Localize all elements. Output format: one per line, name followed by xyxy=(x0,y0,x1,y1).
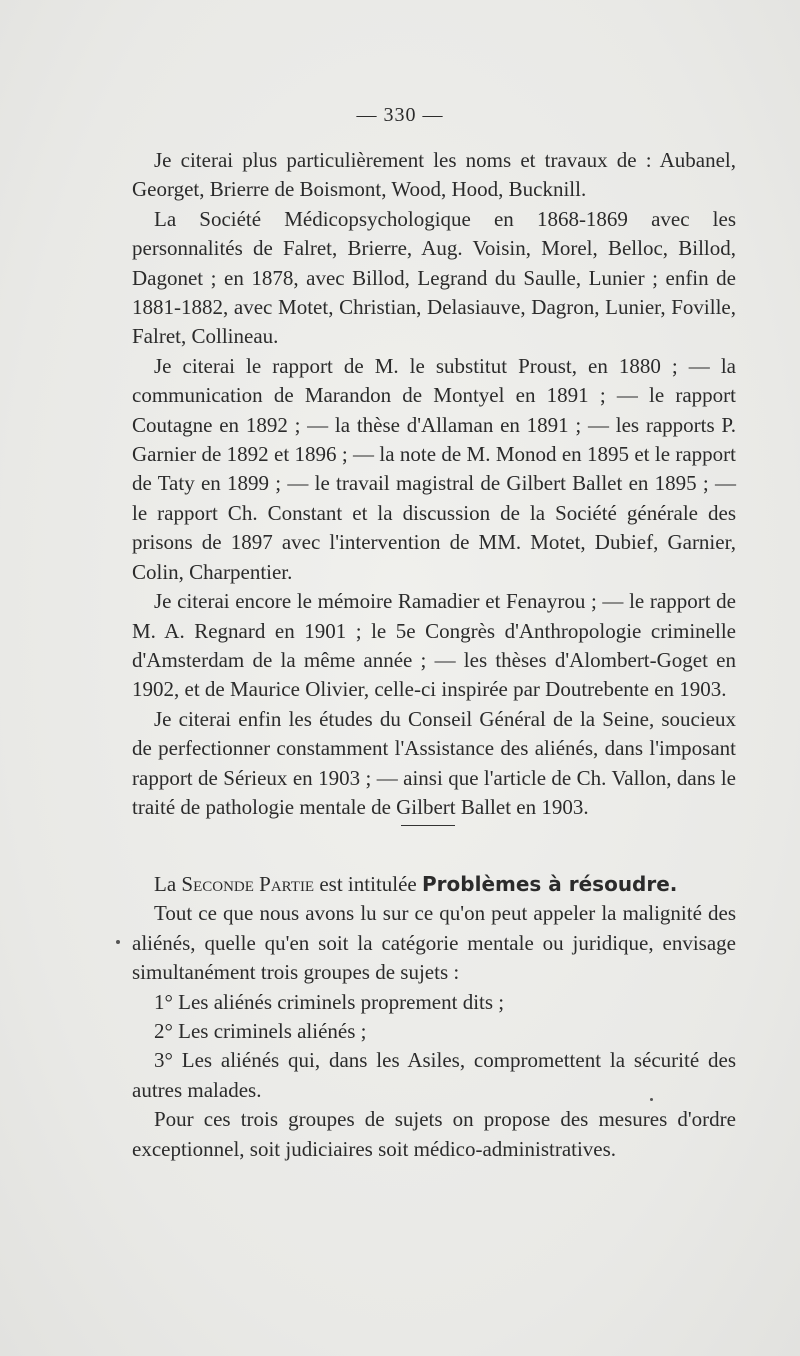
list-item: 3° Les aliénés qui, dans les Asiles, compromettent la sécurité des autres malades. xyxy=(132,1048,736,1102)
ink-speck xyxy=(116,940,120,944)
paragraph-rapports: Je citerai le rapport de M. le substitut Proust, en 1880 ; — la communication de Marandon de Montyel en 1891 ; — le rapport Coutagne en 1892 ; — la thèse d'Allaman en 1891 ; — les rapports P. Garnier de 1892 et 1896 ; — la note de M. Monod en 1895 et le rapport de Taty en 1899 ; — le travail magistral de Gilbert Ballet en 1895 ; — le rapport Ch. Constant et la discussion de la Société générale des prisons de 1897 avec l'intervention de MM. Motet, Dubief, Garnier, Colin, Charpentier. xyxy=(132,353,736,584)
part-label: Seconde Partie xyxy=(181,872,315,896)
paragraph-mesures: Pour ces trois groupes de sujets on propose des mesures d'ordre exceptionnel, soit judiciaires soit médico-administratives. xyxy=(132,1107,736,1161)
section-two xyxy=(132,870,736,1164)
ink-speck xyxy=(650,1098,653,1101)
intro-middle: est intitulée xyxy=(319,872,417,896)
paragraph-authors: Je citerai plus particulièrement les noms et travaux de : Aubanel, Georget, Brierre de Boismont, Wood, Hood, Bucknill. xyxy=(132,148,736,202)
paragraph-conseil: Je citerai enfin les études du Conseil Général de la Seine, soucieux de perfectionner constamment l'Assistance des aliénés, dans l'imposant rapport de Sérieux en 1903 ; — ainsi que l'article de Ch. Vallon, dans le traité de pathologie mentale de Gilbert Ballet en 1903. xyxy=(132,706,736,819)
paragraph-malignite: Tout ce que nous avons lu sur ce qu'on peut appeler la malignité des aliénés, quelle qu'en soit la catégorie mentale ou juridique, envisage simultanément trois groupes de sujets : xyxy=(132,901,736,985)
intro-prefix: La xyxy=(154,872,177,896)
paragraph-memoire: Je citerai encore le mémoire Ramadier et Fenayrou ; — le rapport de M. A. Regnard en 1901 ; le 5e Congrès d'Anthropologie criminelle d'Amsterdam de la même année ; — les thèses d'Alombert-Goget en 1902, et de Maurice Olivier, celle-ci inspirée par Doutrebente en 1903. xyxy=(132,589,736,702)
list-item: 2° Les criminels aliénés ; xyxy=(154,1019,367,1044)
list-item: 1° Les aliénés criminels proprement dits ; xyxy=(154,989,505,1014)
paragraph-societe: La Société Médicopsychologique en 1868-1869 avec les personnalités de Falret, Brierre, Aug. Voisin, Morel, Belloc, Billod, Dagonet ; en 1878, avec Billod, Legrand du Saulle, Lunier ; enfin de 1881-1882, avec Motet, Christian, Delasiauve, Dagron, Lunier, Foville, Falret, Collineau. xyxy=(132,206,736,349)
section-one xyxy=(132,146,736,822)
page-number: — 330 — xyxy=(356,104,444,126)
section-divider xyxy=(401,825,455,826)
section-intro xyxy=(132,870,736,899)
part-title: Problèmes à résoudre. xyxy=(422,872,678,896)
